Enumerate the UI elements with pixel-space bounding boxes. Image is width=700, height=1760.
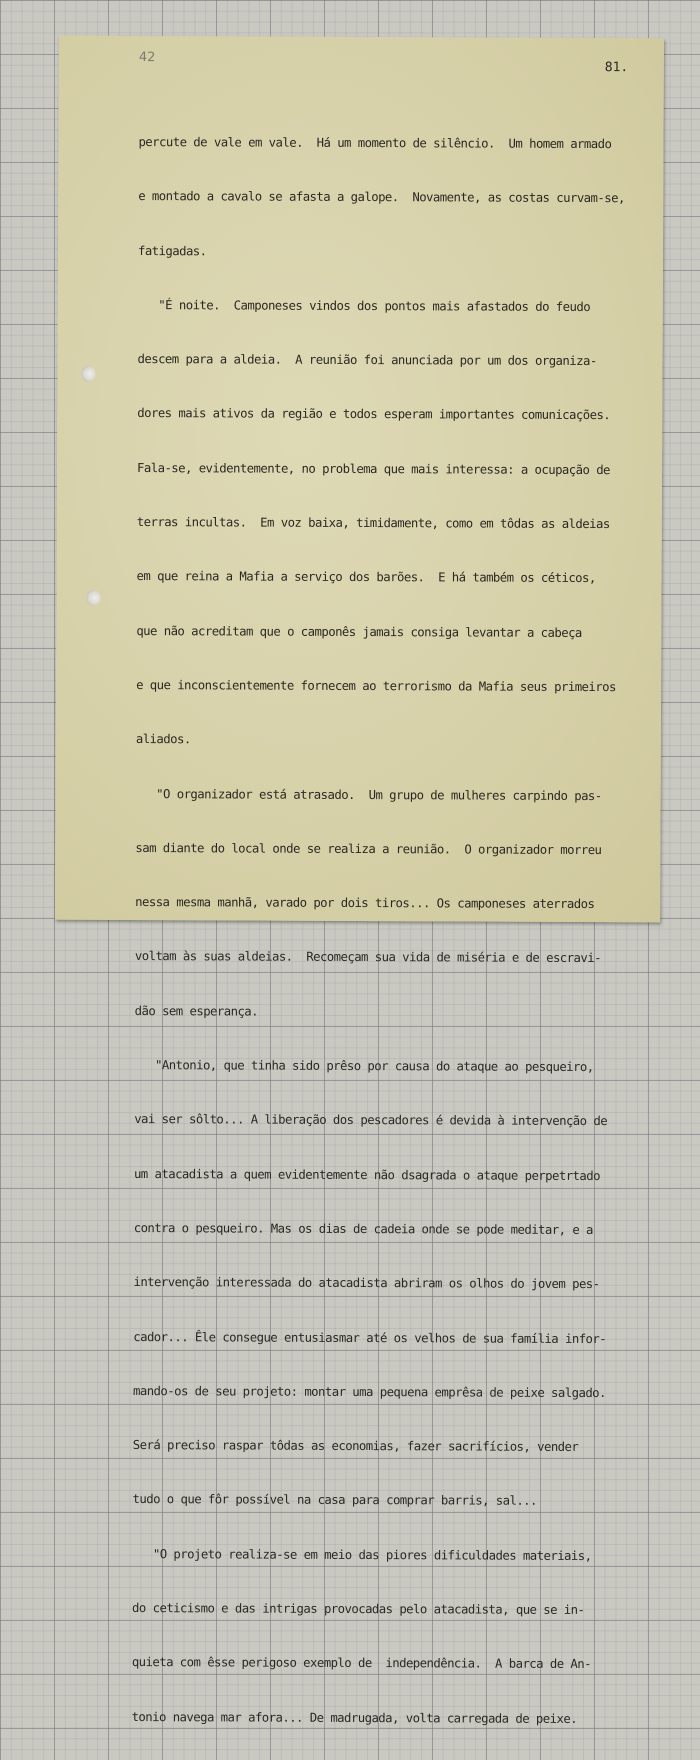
text-line: "É noite. Camponeses vindos dos pontos mais afastados do feudo bbox=[137, 297, 591, 314]
text-line: mando-os de seu projeto: montar uma pequena emprêsa de peixe salgado. bbox=[132, 1383, 606, 1400]
text-line: aliados. bbox=[135, 732, 191, 747]
typed-text-body bbox=[131, 101, 658, 1760]
pencil-page-number: 42 bbox=[138, 50, 156, 66]
text-line: descem para a aldeia. A reunião foi anunciada por um dos organiza- bbox=[137, 352, 597, 369]
text-line: "O organizador está atrasado. Um grupo de mulheres carpindo pas- bbox=[135, 786, 602, 803]
text-line: percute de vale em vale. Há um momento de silêncio. Um homem armado bbox=[138, 135, 612, 152]
text-line: tonio navega mar afora... De madrugada, volta carregada de peixe. bbox=[131, 1709, 578, 1726]
text-line: dores mais ativos da região e todos esperam importantes comunicações. bbox=[137, 406, 611, 423]
punch-hole bbox=[86, 590, 100, 606]
text-line: em que reina a Mafia a serviço dos barões. E há também os céticos, bbox=[136, 569, 596, 586]
text-line: vai ser sôlto... A liberação dos pescadores é devida à intervenção de bbox=[134, 1112, 608, 1129]
text-line: do ceticismo e das intrigas provocadas pelo atacadista, que se in- bbox=[132, 1601, 585, 1618]
text-line: e que inconscientemente fornecem ao terrorismo da Mafia seus primeiros bbox=[136, 677, 616, 695]
typed-page bbox=[55, 36, 664, 1726]
text-line: dão sem esperança. bbox=[134, 1003, 259, 1019]
text-line: voltam às suas aldeias. Recomeçam sua vida de miséria e de escravi- bbox=[134, 949, 601, 966]
text-line: contra o pesqueiro. Mas os dias de cadeia onde se pode meditar, e a bbox=[133, 1220, 593, 1237]
text-line: nessa mesma manhã, varado por dois tiros... Os camponeses aterrados bbox=[135, 895, 595, 912]
punch-hole bbox=[81, 366, 95, 382]
text-line: quieta com êsse perigoso exemplo de independência. A barca de An- bbox=[131, 1655, 592, 1672]
text-line: um atacadista a quem evidentemente não dsagrada o ataque perpetrtado bbox=[133, 1166, 601, 1183]
text-line: "O projeto realiza-se em meio das piores dificuldades materiais, bbox=[132, 1546, 592, 1563]
text-line: e montado a cavalo se afasta a galope. Novamente, as costas curvam-se, bbox=[138, 189, 625, 206]
text-line: que não acreditam que o camponês jamais consiga levantar a cabeça bbox=[136, 623, 582, 640]
text-line: Fala-se, evidentemente, no problema que mais interessa: a ocupação de bbox=[137, 460, 610, 477]
text-line: fatigadas. bbox=[137, 243, 207, 258]
text-line: sam diante do local onde se realiza a reunião. O organizador morreu bbox=[135, 840, 602, 857]
typed-page-number: 81. bbox=[604, 60, 629, 76]
text-line: terras incultas. Em voz baixa, timidamente, como em tôdas as aldeias bbox=[136, 515, 610, 532]
text-line: "Antonio, que tinha sido prêso por causa do ataque ao pesqueiro, bbox=[134, 1058, 594, 1075]
text-line: intervenção interessada do atacadista abriram os olhos do jovem pes- bbox=[133, 1275, 600, 1292]
text-line: cador... Êle consegue entusiasmar até os velhos de sua família infor- bbox=[133, 1329, 607, 1346]
text-line: tudo o que fôr possível na casa para comprar barris, sal... bbox=[132, 1492, 537, 1509]
text-line: Será preciso raspar tôdas as economias, fazer sacrifícios, vender bbox=[132, 1438, 579, 1455]
